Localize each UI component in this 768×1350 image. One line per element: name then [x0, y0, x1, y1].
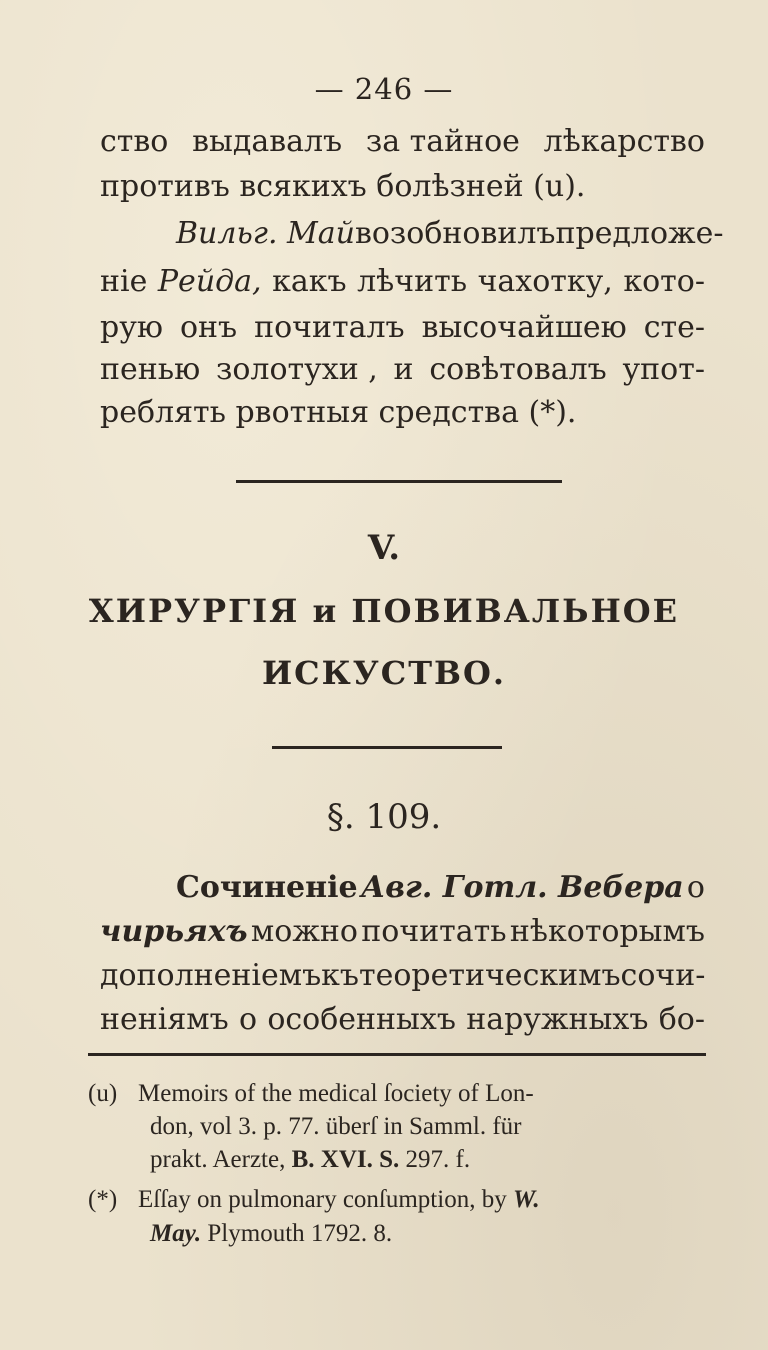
paragraph-number: §. 109.	[326, 797, 442, 837]
footnote-star-line-1	[138, 1183, 540, 1217]
footnote-text: Plymouth 1792. 8.	[207, 1220, 393, 1247]
word: почиталъ	[254, 310, 405, 345]
word: чахотку,	[477, 264, 613, 299]
line-text: противъ всякихъ болѣзней (u).	[100, 169, 586, 204]
word: чирьяхъ	[100, 914, 248, 949]
body-line-3	[100, 956, 705, 996]
page-number: — 246 —	[314, 72, 454, 106]
line-text: реблять рвотныя средства (*).	[100, 395, 577, 430]
text-line-7	[100, 393, 705, 433]
word: сте-	[643, 310, 705, 345]
word: можно	[250, 914, 358, 949]
footnote-volume: B. XVI. S.	[291, 1146, 400, 1173]
footnote-star-line-2	[150, 1217, 392, 1251]
section-number: V.	[367, 528, 401, 568]
footnote-u-line-3	[150, 1143, 470, 1177]
section-heading-line-1: ХИРУРГІЯ и ПОВИВАЛЬНОЕ	[88, 592, 680, 630]
footnote-marker-u: (u)	[88, 1080, 118, 1107]
author-name: Авг. Готл. Вебера	[360, 870, 684, 905]
word: возобновилъ	[354, 216, 556, 251]
word: выдавалъ	[192, 124, 343, 159]
word: и	[393, 352, 414, 387]
word: дополненіемъ	[100, 958, 322, 993]
word: совѣтовалъ	[429, 352, 607, 387]
section-heading-line-2: ИСКУСТВО.	[261, 654, 507, 692]
word: теоретическимъ	[359, 958, 621, 993]
footnote-marker-star: (*)	[88, 1186, 118, 1213]
word: золотухи ,	[215, 352, 378, 387]
word: лѣчить	[357, 264, 468, 299]
body-line-2	[100, 912, 705, 952]
word: сочи-	[620, 958, 706, 993]
body-line-4	[100, 1000, 705, 1040]
word: какъ	[272, 264, 347, 299]
author-name: Вильг. Май	[176, 216, 355, 251]
footnote-author-name: May.	[150, 1220, 202, 1247]
footnote-u-line-1: Memoirs of the medical ſociety of Lon-	[138, 1080, 534, 1107]
footnote-author-initial: W.	[512, 1186, 540, 1213]
section-divider	[236, 480, 562, 483]
word: Сочиненіе	[176, 870, 358, 905]
author-name: Рейда,	[157, 264, 262, 299]
footnote-text: prakt. Aerzte,	[150, 1146, 286, 1173]
word: о	[686, 870, 705, 905]
heading-divider	[272, 746, 502, 749]
word: наружныхъ	[466, 1002, 649, 1037]
word: нѣкоторымъ	[509, 914, 705, 949]
word: предложе-	[555, 216, 724, 251]
text-line-4	[100, 262, 705, 302]
word: пенью	[100, 352, 201, 387]
word: почитать	[361, 914, 507, 949]
footnote-divider	[88, 1053, 706, 1056]
word: онъ	[179, 310, 238, 345]
body-line-1	[176, 868, 705, 908]
word: кото-	[623, 264, 705, 299]
word: особенныхъ	[267, 1002, 456, 1037]
text-line-5	[100, 308, 705, 348]
footnote-u-line-2: don, vol 3. p. 77. überſ in Samml. für	[150, 1113, 522, 1140]
word: рую	[100, 310, 163, 345]
text-line-6	[100, 350, 705, 390]
footnote-text: Eſſay on pulmonary conſumption, by	[138, 1186, 507, 1213]
text-line-1	[100, 122, 705, 162]
word: лѣкарство	[543, 124, 705, 159]
word: высочайшею	[421, 310, 627, 345]
footnote-text: 297. f.	[405, 1146, 471, 1173]
word: о	[238, 1002, 258, 1037]
word: ство	[100, 124, 169, 159]
word: за тайное	[365, 124, 520, 159]
word: бо-	[658, 1002, 705, 1037]
text-line-3	[176, 214, 724, 254]
word: неніямъ	[100, 1002, 229, 1037]
text-line-2	[100, 167, 705, 207]
word: упот-	[622, 352, 705, 387]
word: къ	[321, 958, 360, 993]
word: ніе	[100, 264, 148, 299]
